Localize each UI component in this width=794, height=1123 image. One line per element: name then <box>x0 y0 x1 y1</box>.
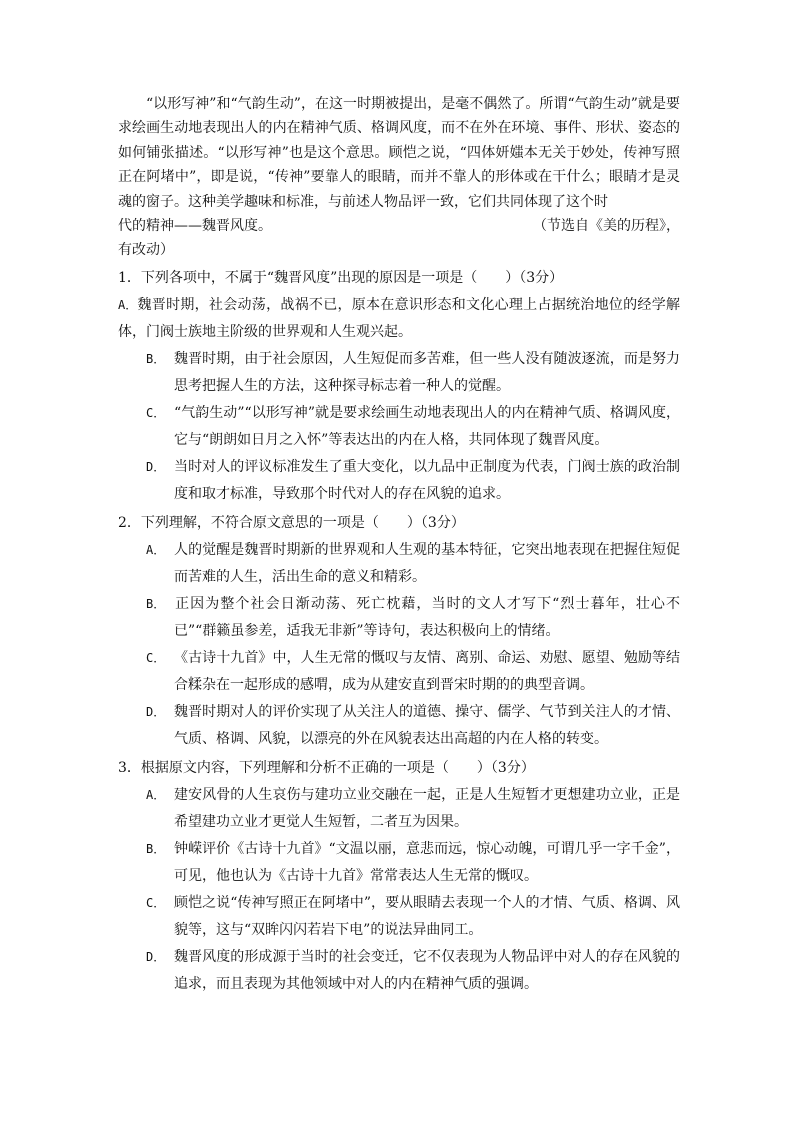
option-text: 魏晋风度的形成源于当时的社会变迁，它不仅表现为人物品评中对人的存在风貌的追求，而且表现为其他领域中对人的内在精神气质的强调。 <box>174 948 680 992</box>
option-letter: B． <box>146 351 166 366</box>
option-letter: B． <box>146 596 166 611</box>
option-text: 魏晋时期，由于社会原因，人生短促而多苦难，但一些人没有随波逐流，而是努力思考把握人生的方法，这种探寻标志着一种人的觉醒。 <box>174 350 680 394</box>
question-1 <box>118 265 680 508</box>
option-a[interactable] <box>118 782 680 836</box>
option-d[interactable] <box>118 944 680 998</box>
option-text: 《古诗十九首》中，人生无常的慨叹与友情、离别、命运、劝慰、愿望、勉励等结合糅杂在一起形成的感喟，成为从建安直到晋宋时期的的典型音调。 <box>174 649 680 693</box>
option-letter: B． <box>146 841 166 856</box>
option-letter: D． <box>146 459 166 474</box>
passage-source: （节选自《美的历程》， <box>533 218 680 235</box>
option-a[interactable] <box>118 537 680 591</box>
question-stem: 3．根据原文内容，下列理解和分析不正确的一项是（ ）（3分） <box>118 759 535 776</box>
option-text: 当时对人的评议标准发生了重大变化，以九品中正制度为代表，门阀士族的政治制度和取才标准，导致那个时代对人的存在风貌的追求。 <box>174 458 680 502</box>
option-text: 正因为整个社会日渐动荡、死亡枕藉，当时的文人才写下“烈士暮年，壮心不已”“群籁虽参差，适我无非新”等诗句，表达积极向上的情绪。 <box>174 595 680 639</box>
option-letter: C． <box>146 405 166 420</box>
passage-closing-text: 代的精神——魏晋风度。 <box>118 218 272 235</box>
passage-paragraph: “以形写神”和“气韵生动”，在这一时期被提出，是毫不偶然了。所谓“气韵生动”就是要求绘画生动地表现出人的内在精神气质、格调风度，而不在外在环境、事件、形状、姿态的如何铺张描述。“以形写神”也是这个意思。顾恺之说，“四体妍媸本无关于妙处，传神写照正在阿堵中”，即是说，“传神”要靠人的眼睛，而并不靠人的形体或在干什么；眼睛才是灵魂的窗子。这种美学趣味和标准，与前述人物品评一致，它们共同体现了这个时 <box>118 96 680 210</box>
option-letter: D． <box>146 704 166 719</box>
option-text: 人的觉醒是魏晋时期新的世界观和人生观的基本特征，它突出地表现在把握住短促而苦难的人生，活出生命的意义和精彩。 <box>174 541 680 585</box>
exam-page <box>118 92 680 998</box>
question-stem: 1．下列各项中，不属于“魏晋风度”出现的原因是一项是（ ）（3分） <box>118 269 564 286</box>
option-letter: D． <box>146 949 166 964</box>
option-text: “气韵生动”“以形写神”就是要求绘画生动地表现出人的内在精神气质、格调风度，它与“朗朗如日月之入怀”等表达出的内在人格，共同体现了魏晋风度。 <box>174 404 680 448</box>
option-text: 钟嵘评价《古诗十九首》“文温以丽，意悲而远，惊心动魄，可谓几乎一字千金”，可见，他也认为《古诗十九首》常常表达人生无常的慨叹。 <box>174 840 680 884</box>
option-b[interactable] <box>118 591 680 645</box>
option-d[interactable] <box>118 699 680 753</box>
option-letter: C． <box>146 895 166 910</box>
option-c[interactable] <box>118 645 680 699</box>
option-b[interactable] <box>118 836 680 890</box>
option-c[interactable] <box>118 890 680 944</box>
passage-last-line <box>118 214 680 238</box>
option-a[interactable] <box>118 292 680 346</box>
option-d[interactable] <box>118 454 680 508</box>
option-text: 魏晋时期对人的评价实现了从关注人的道德、操守、儒学、气节到关注人的才情、气质、格调、风貌，以漂亮的外在风貌表达出高超的内在人格的转变。 <box>174 703 680 747</box>
option-b[interactable] <box>118 346 680 400</box>
option-text: 顾恺之说“传神写照正在阿堵中”，要从眼睛去表现一个人的才情、气质、格调、风貌等，这与“双眸闪闪若岩下电”的说法异曲同工。 <box>174 894 680 938</box>
question-2 <box>118 510 680 753</box>
question-3 <box>118 755 680 998</box>
option-letter: A． <box>146 542 166 557</box>
option-text: 魏晋时期，社会动荡，战祸不已，原本在意识形态和文化心理上占据统治地位的经学解体，门阀士族地主阶级的世界观和人生观兴起。 <box>118 296 680 340</box>
option-letter: A． <box>118 297 138 312</box>
option-letter: A． <box>146 787 166 802</box>
passage-source-tail: 有改动） <box>118 242 174 259</box>
question-stem: 2．下列理解，不符合原文意思的一项是（ ）（3分） <box>118 514 465 531</box>
option-c[interactable] <box>118 400 680 454</box>
option-text: 建安风骨的人生哀伤与建功立业交融在一起，正是人生短暂才更想建功立业，正是希望建功立业才更觉人生短暂，二者互为因果。 <box>174 786 680 830</box>
option-letter: C． <box>146 650 166 665</box>
